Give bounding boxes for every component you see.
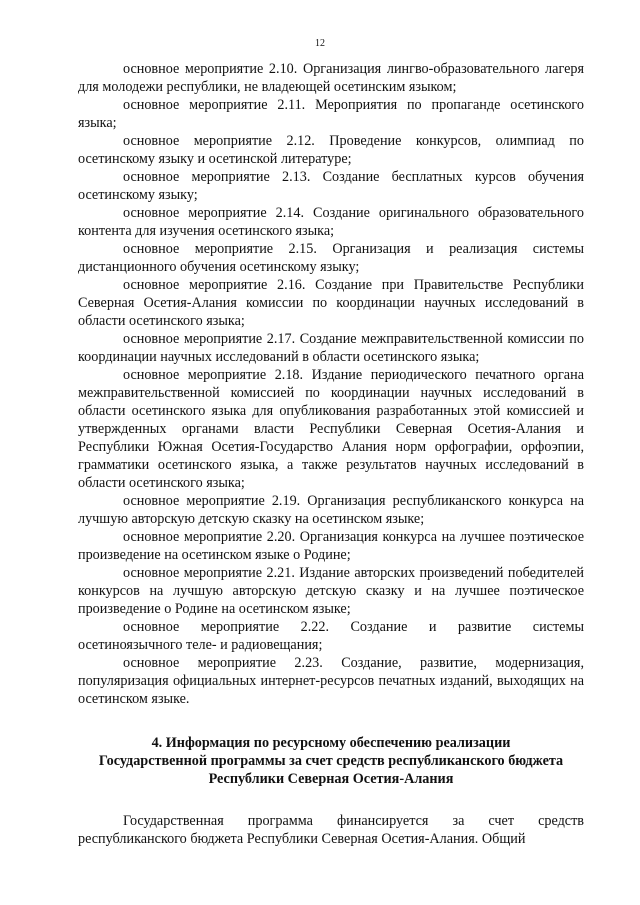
section-heading-line: Государственной программы за счет средств республиканского бюджета [98,753,564,769]
page-number: 12 [315,38,325,49]
paragraph-2-11: основное мероприятие 2.11. Мероприятия по пропаганде осетинского языка; [78,97,584,131]
document-body [78,60,584,848]
paragraph-2-12: основное мероприятие 2.12. Проведение конкурсов, олимпиад по осетинскому языку и осетинской литературе; [78,133,584,167]
paragraph-2-15: основное мероприятие 2.15. Организация и реализация системы дистанционного обучения осетинскому языку; [78,241,584,275]
section-heading-line: Республики Северная Осетия-Алания [208,771,454,787]
section-heading-line: 4. Информация по ресурсному обеспечению реализации [151,735,511,751]
paragraph-2-10: основное мероприятие 2.10. Организация лингво-образовательного лагеря для молодежи республики, не владеющей осетинским языком; [78,61,584,95]
paragraph-2-17: основное мероприятие 2.17. Создание межправительственной комиссии по координации научных исследований в области осетинского языка; [78,331,584,365]
paragraph-2-21: основное мероприятие 2.21. Издание авторских произведений победителей конкурсов на лучшую авторскую детскую сказку и на лучшее поэтическое произведение о Родине на осетинском языке; [78,565,584,617]
paragraph-2-23: основное мероприятие 2.23. Создание, развитие, модернизация, популяризация официальных интернет-ресурсов печатных изданий, выходящих на осетинском языке. [78,655,584,707]
section-body-paragraph: Государственная программа финансируется за счет средств республиканского бюджета Республики Северная Осетия-Алания. Общий [78,813,584,847]
paragraph-2-19: основное мероприятие 2.19. Организация республиканского конкурса на лучшую авторскую детскую сказку на осетинском языке; [78,493,584,527]
paragraph-2-16: основное мероприятие 2.16. Создание при Правительстве Республики Северная Осетия-Алания комиссии по координации научных исследований в области осетинского языка; [78,277,584,329]
paragraph-2-18: основное мероприятие 2.18. Издание периодического печатного органа межправительственной комиссией по координации научных исследований в области осетинского языка для опубликования разработанных этой комиссией и утвержденных органами власти Республики Северная Осетия-Алания и Республики Южная Осетия-Государство Алания норм орфографии, орфоэпии, грамматики осетинского языка, а также результатов научных исследований в области осетинского языка; [78,367,584,491]
paragraph-2-22: основное мероприятие 2.22. Создание и развитие системы осетиноязычного теле- и радиовещания; [78,619,584,653]
paragraph-2-13: основное мероприятие 2.13. Создание бесплатных курсов обучения осетинскому языку; [78,169,584,203]
section-heading [78,734,584,788]
paragraph-2-14: основное мероприятие 2.14. Создание оригинального образовательного контента для изучения осетинского языка; [78,205,584,239]
paragraph-2-20: основное мероприятие 2.20. Организация конкурса на лучшее поэтическое произведение на осетинском языке о Родине; [78,529,584,563]
